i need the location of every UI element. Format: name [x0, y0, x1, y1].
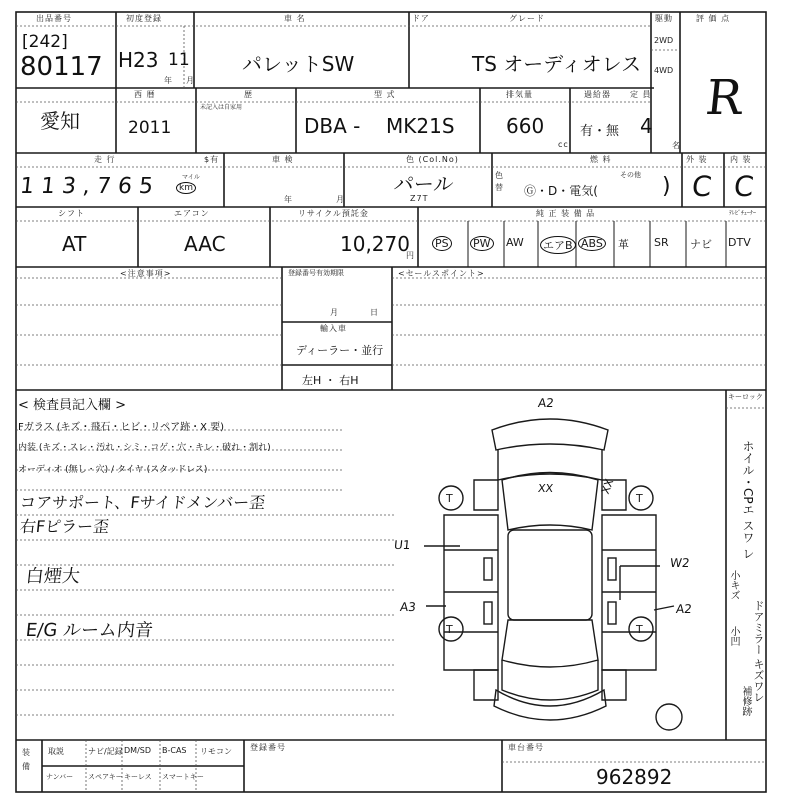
tire-mark-fr: T	[636, 492, 643, 505]
footer-cell-bcas: B-CAS	[162, 746, 187, 755]
tire-mark-fl: T	[446, 492, 453, 505]
color-label: 色 (Col.No)	[406, 155, 459, 164]
footer-cell-spare-key: スペアキー	[88, 773, 123, 781]
displacement: 660	[506, 114, 545, 138]
footer-cell-number: ナンバー	[46, 773, 74, 781]
car-name: パレットSW	[242, 52, 355, 76]
inspector-title: < 検査員記入欄 >	[18, 398, 127, 413]
side-text-1: ホイル・CPエ スワ レ	[741, 440, 755, 560]
year-unit: 年	[164, 76, 173, 85]
lot-number: 80117	[20, 52, 103, 82]
interior-label: 内 装	[730, 155, 752, 164]
footer-equipment-label: 装備	[22, 748, 31, 771]
inspector-note-2: 右Fピラー歪	[18, 517, 111, 536]
shift-label: シフト	[58, 209, 85, 218]
grade-label: グレード	[509, 14, 545, 23]
notes-label: <注意事項>	[120, 269, 172, 278]
inspector-note-4: E/G ルーム内音	[24, 620, 155, 641]
side-text-3: ドアミラー キズワレ	[752, 600, 765, 703]
equipment-item: PS	[432, 236, 452, 251]
shift: AT	[62, 232, 87, 256]
mileage-label: 走 行	[94, 155, 116, 164]
drive-2wd: 2WD	[654, 36, 674, 45]
tire-mark-rr: T	[636, 623, 643, 636]
model-year-label: 西 暦	[134, 90, 156, 99]
exterior-grade: C	[690, 170, 714, 203]
correction-label: $有	[204, 155, 220, 164]
footer-cell-dm: DM/SD	[124, 746, 151, 755]
color-change-label: 色替	[495, 171, 504, 192]
first-reg-label: 初度登録	[126, 14, 162, 23]
month-unit: 月	[186, 76, 195, 85]
color: パール	[392, 172, 455, 196]
mark-left-door: U1	[393, 538, 412, 552]
mark-roof: XX	[537, 482, 554, 495]
reg-no-label: 登録番号	[250, 743, 286, 752]
first-reg-era: H23	[118, 48, 159, 72]
lot-prefix: [242]	[22, 32, 68, 52]
model-code-label: 型 式	[374, 90, 396, 99]
grade: TS オーディオレス	[472, 52, 642, 76]
mark-top: A2	[537, 396, 555, 410]
footer-cell-navi: ナビ/記録	[88, 747, 123, 756]
side-text-5: 補修跡	[740, 686, 751, 716]
model-year: 2011	[128, 118, 172, 138]
recycle-fee: 10,270	[340, 232, 410, 256]
car-name-label: 車 名	[284, 14, 306, 23]
footer-cell-remote: リモコン	[200, 747, 232, 756]
region: 愛知	[40, 109, 80, 133]
ac: AAC	[184, 232, 226, 256]
drive-label: 駆動	[655, 14, 673, 23]
side-text-4: 小凹	[728, 626, 739, 646]
equipment-item: DTV	[728, 236, 751, 249]
inspection-month-unit: 月	[336, 195, 345, 204]
equipment-item: エアB	[540, 236, 576, 254]
auction-no-label: 出品番号	[36, 14, 72, 23]
sales-point-label: <セールスポイント>	[398, 269, 485, 278]
glass-line: Fガラス (キズ・飛石・ヒビ・リペア跡・X 要)	[18, 422, 225, 433]
equipment-label: 純 正 装 備 品	[536, 209, 596, 218]
recycle-label: リサイクル預託金	[298, 209, 369, 218]
tv-label: ﾃﾚﾋﾞﾁｭｰﾅｰ	[729, 210, 757, 217]
history-label: 歴	[244, 90, 253, 99]
model-code: MK21S	[386, 114, 455, 138]
fuel-options: Ⓖ・D・電気(	[524, 184, 598, 198]
interior-line: 内装 (キズ・スレ・汚れ・シミ・コゲ・穴・キレ・破れ・割れ)	[18, 443, 271, 453]
reg-expiry-label: 登録番号有効期限	[288, 269, 344, 277]
ac-label: エアコン	[174, 209, 210, 218]
auction-sheet	[14, 10, 769, 795]
first-reg-month: 11	[168, 50, 190, 70]
footer-cell-manual: 取説	[48, 747, 64, 756]
import-label: 輸入車	[320, 324, 347, 333]
cc-unit: cc	[558, 140, 569, 149]
fuel-close-paren: )	[662, 174, 671, 199]
inspection-year-unit: 年	[284, 195, 293, 204]
chassis-label: 車台番号	[508, 743, 544, 752]
mark-roof-right: XX	[598, 477, 617, 496]
fuel-other: その他	[620, 171, 641, 179]
score: R	[703, 70, 746, 126]
mark-right-door: W2	[669, 556, 691, 570]
car-diagram	[14, 10, 774, 800]
footer-cell-keyless: キーレス	[124, 773, 152, 781]
fuel-label: 燃 料	[590, 155, 612, 164]
key-lock-label: キーロック	[728, 393, 763, 401]
footer-cell-smartkey: スマートキー	[162, 773, 204, 781]
km-label: km	[176, 182, 196, 194]
turbo-value: 有・無	[580, 124, 620, 139]
score-label: 評 価 点	[696, 14, 731, 23]
equipment-item: ABS	[578, 236, 606, 251]
handle-label: 左H ・ 右H	[302, 374, 359, 387]
exterior-label: 外 装	[686, 155, 708, 164]
drive-4wd: 4WD	[654, 66, 674, 75]
expiry-day: 日	[370, 308, 379, 317]
color-code: Z7T	[410, 194, 429, 203]
turbo-label: 過給器	[584, 90, 611, 99]
equipment-item: 革	[618, 238, 629, 251]
equipment-item: AW	[506, 236, 524, 249]
capacity-unit: 名	[672, 141, 681, 150]
tire-mark-rl: T	[446, 623, 453, 636]
door-label: ドア	[412, 14, 430, 23]
chassis-number: 962892	[596, 765, 673, 789]
audio-line: オーディオ (無し・穴) / タイヤ (スタッドレス)	[18, 465, 208, 475]
expiry-month: 月	[330, 308, 339, 317]
model-code-prefix: DBA -	[304, 114, 361, 138]
capacity: 4	[640, 114, 653, 138]
yen-unit: 円	[406, 251, 415, 260]
mileage: 1 1 3 , 7 6 5	[18, 174, 155, 199]
displacement-label: 排気量	[506, 90, 533, 99]
mark-left-lower: A3	[399, 600, 417, 614]
interior-grade: C	[732, 170, 756, 203]
history-sub: 未記入は自家用	[200, 104, 243, 111]
mark-right-lower: A2	[675, 602, 693, 616]
inspector-note-3: 白煙大	[24, 566, 81, 587]
mile-label: マイル	[182, 174, 200, 181]
dealer-label: ディーラー・並行	[296, 344, 384, 357]
inspection-label: 車 検	[272, 155, 294, 164]
equipment-item: ナビ	[690, 238, 712, 251]
inspector-note-1: コアサポート、Fサイドメンバー歪	[18, 493, 267, 512]
equipment-item: SR	[654, 236, 669, 249]
capacity-label: 定 員	[630, 90, 652, 99]
side-text-2: 小キズ	[728, 570, 739, 600]
equipment-item: PW	[470, 236, 494, 251]
